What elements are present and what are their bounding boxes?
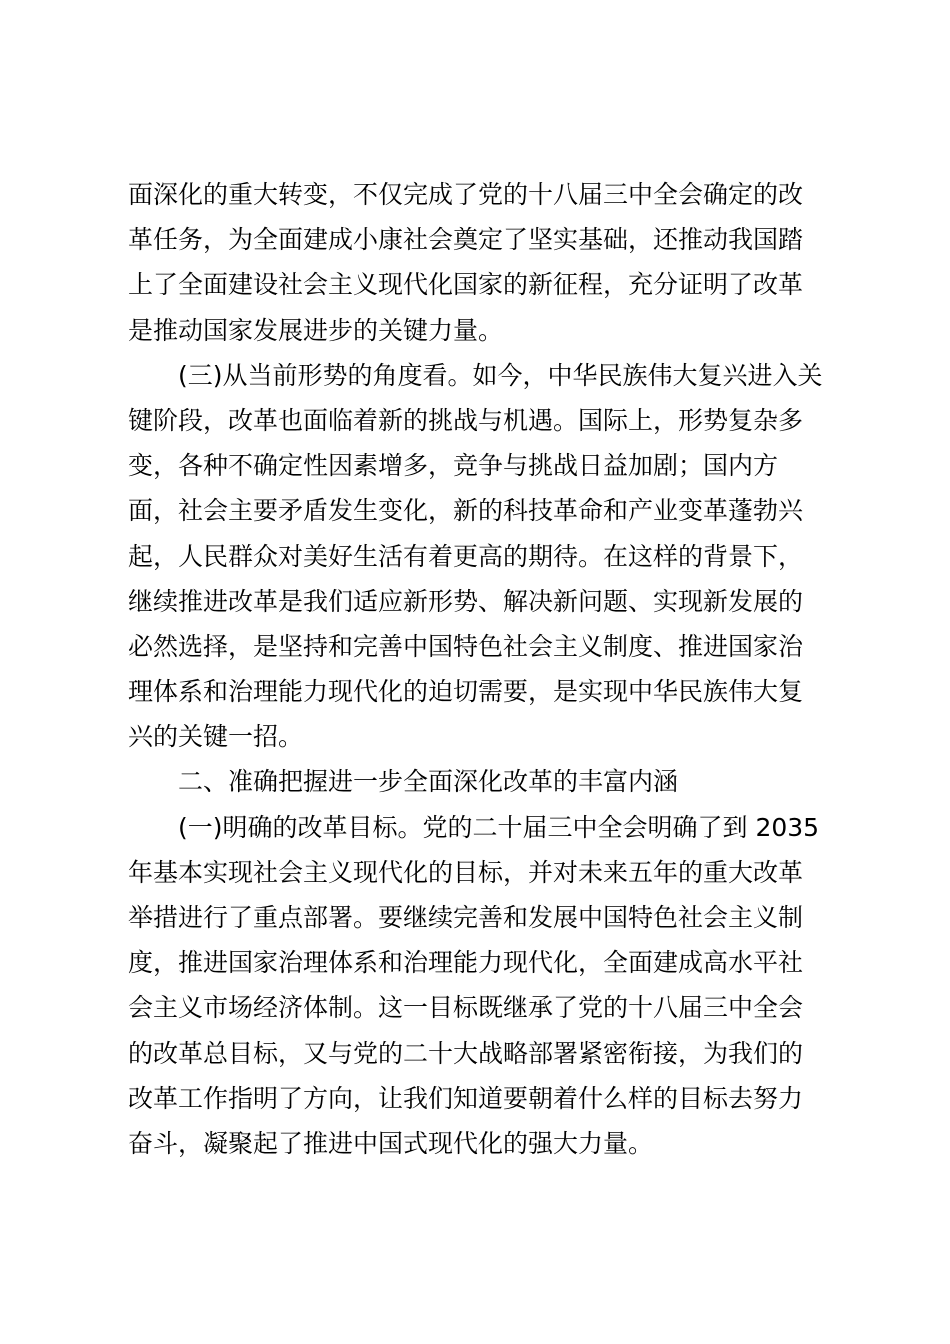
text-line: 变，各种不确定性因素增多，竞争与挑战日益加剧；国内方 xyxy=(128,451,779,481)
text-line: 起，人民群众对美好生活有着更高的期待。在这样的背景下， xyxy=(128,541,804,571)
text-line: 奋斗，凝聚起了推进中国式现代化的强大力量。 xyxy=(128,1128,654,1158)
text-line: (一)明确的改革目标。党的二十届三中全会明确了到 2035 xyxy=(178,812,820,842)
text-line: 会主义市场经济体制。这一目标既继承了党的十八届三中全会 xyxy=(128,993,804,1023)
text-line: 的改革总目标，又与党的二十大战略部署紧密衔接，为我们的 xyxy=(128,1038,804,1068)
text-line: (三)从当前形势的角度看。如今，中华民族伟大复兴进入关 xyxy=(178,360,823,390)
text-line: 面，社会主要矛盾发生变化，新的科技革命和产业变革蓬勃兴 xyxy=(128,496,804,526)
text-line: 理体系和治理能力现代化的迫切需要，是实现中华民族伟大复 xyxy=(128,677,804,707)
text-line: 改革工作指明了方向，让我们知道要朝着什么样的目标去努力 xyxy=(128,1083,804,1113)
text-line: 革任务，为全面建成小康社会奠定了坚实基础，还推动我国踏 xyxy=(128,225,804,255)
body-text xyxy=(128,172,828,1166)
text-line: 是推动国家发展进步的关键力量。 xyxy=(128,315,504,345)
text-line: 上了全面建设社会主义现代化国家的新征程，充分证明了改革 xyxy=(128,270,804,300)
text-line: 必然选择，是坚持和完善中国特色社会主义制度、推进国家治 xyxy=(128,631,804,661)
text-line: 度，推进国家治理体系和治理能力现代化，全面建成高水平社 xyxy=(128,948,804,978)
text-line: 举措进行了重点部署。要继续完善和发展中国特色社会主义制 xyxy=(128,903,804,932)
text-line: 兴的关键一招。 xyxy=(128,722,304,752)
text-line: 二、准确把握进一步全面深化改革的丰富内涵 xyxy=(178,767,679,797)
text-line: 继续推进改革是我们适应新形势、解决新问题、实现新发展的 xyxy=(128,586,804,616)
text-line: 面深化的重大转变，不仅完成了党的十八届三中全会确定的改 xyxy=(128,180,804,209)
text-line: 年基本实现社会主义现代化的目标，并对未来五年的重大改革 xyxy=(128,857,804,887)
text-line: 键阶段，改革也面临着新的挑战与机遇。国际上，形势复杂多 xyxy=(128,405,804,435)
